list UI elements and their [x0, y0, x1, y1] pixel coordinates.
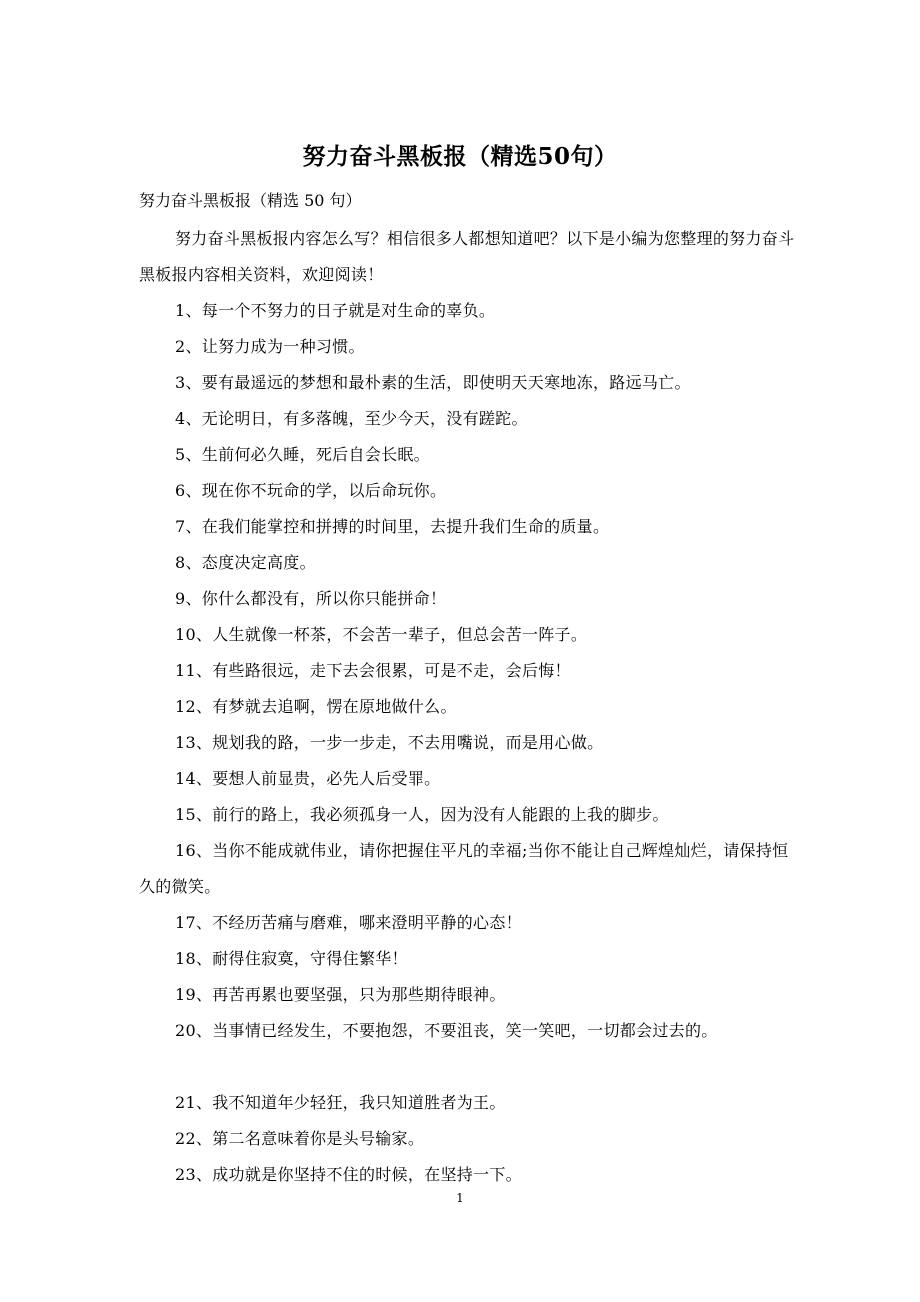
- quote-list: [139, 293, 799, 1193]
- spacer: [139, 1049, 799, 1085]
- document-title: 努力奋斗黑板报（精选50句）: [302, 143, 618, 170]
- list-item: 15、前行的路上，我必须孤身一人，因为没有人能跟的上我的脚步。: [175, 805, 669, 824]
- list-item: 6、现在你不玩命的学，以后命玩你。: [175, 481, 447, 500]
- document-subtitle: 努力奋斗黑板报（精选 50 句）: [139, 191, 362, 210]
- list-item: 11、有些路很远，走下去会很累，可是不走，会后悔！: [175, 661, 571, 680]
- list-item: 10、人生就像一杯茶，不会苦一辈子，但总会苦一阵子。: [175, 625, 588, 644]
- list-item: 2、让努力成为一种习惯。: [175, 337, 365, 356]
- list-item: 20、当事情已经发生，不要抱怨，不要沮丧，笑一笑吧，一切都会过去的。: [175, 1021, 718, 1040]
- list-item: 18、耐得住寂寞，守得住繁华！: [175, 949, 408, 968]
- intro-paragraph: 努力奋斗黑板报内容怎么写？相信很多人都想知道吧？以下是小编为您整理的努力奋斗黑板报内容相关资料，欢迎阅读！: [139, 229, 795, 284]
- list-item: 1、每一个不努力的日子就是对生命的辜负。: [175, 301, 496, 320]
- page-number: 1: [456, 1191, 464, 1205]
- list-item: 23、成功就是你坚持不住的时候，在坚持一下。: [175, 1165, 522, 1184]
- list-item: 19、再苦再累也要坚强，只为那些期待眼神。: [175, 985, 506, 1004]
- list-item: 22、第二名意味着你是头号输家。: [175, 1129, 425, 1148]
- list-item: 16、当你不能成就伟业，请你把握住平凡的幸福;当你不能让自己辉煌灿烂，请保持恒久的微笑。: [139, 841, 789, 896]
- list-item: 9、你什么都没有，所以你只能拼命！: [175, 589, 447, 608]
- list-item: 5、生前何必久睡，死后自会长眠。: [175, 445, 430, 464]
- list-item: 12、有梦就去追啊，愣在原地做什么。: [175, 697, 457, 716]
- list-item: 21、我不知道年少轻狂，我只知道胜者为王。: [175, 1093, 506, 1112]
- list-item: 14、要想人前显贵，必先人后受罪。: [175, 769, 441, 788]
- list-item: 17、不经历苦痛与磨难，哪来澄明平静的心态！: [175, 913, 522, 932]
- list-item: 7、在我们能掌控和拼搏的时间里，去提升我们生命的质量。: [175, 517, 610, 536]
- list-item: 13、规划我的路，一步一步走，不去用嘴说，而是用心做。: [175, 733, 604, 752]
- list-item: 8、态度决定高度。: [175, 553, 316, 572]
- list-item: 3、要有最遥远的梦想和最朴素的生活，即使明天天寒地冻，路远马亡。: [175, 373, 691, 392]
- list-item: 4、无论明日，有多落魄，至少今天，没有蹉跎。: [175, 409, 528, 428]
